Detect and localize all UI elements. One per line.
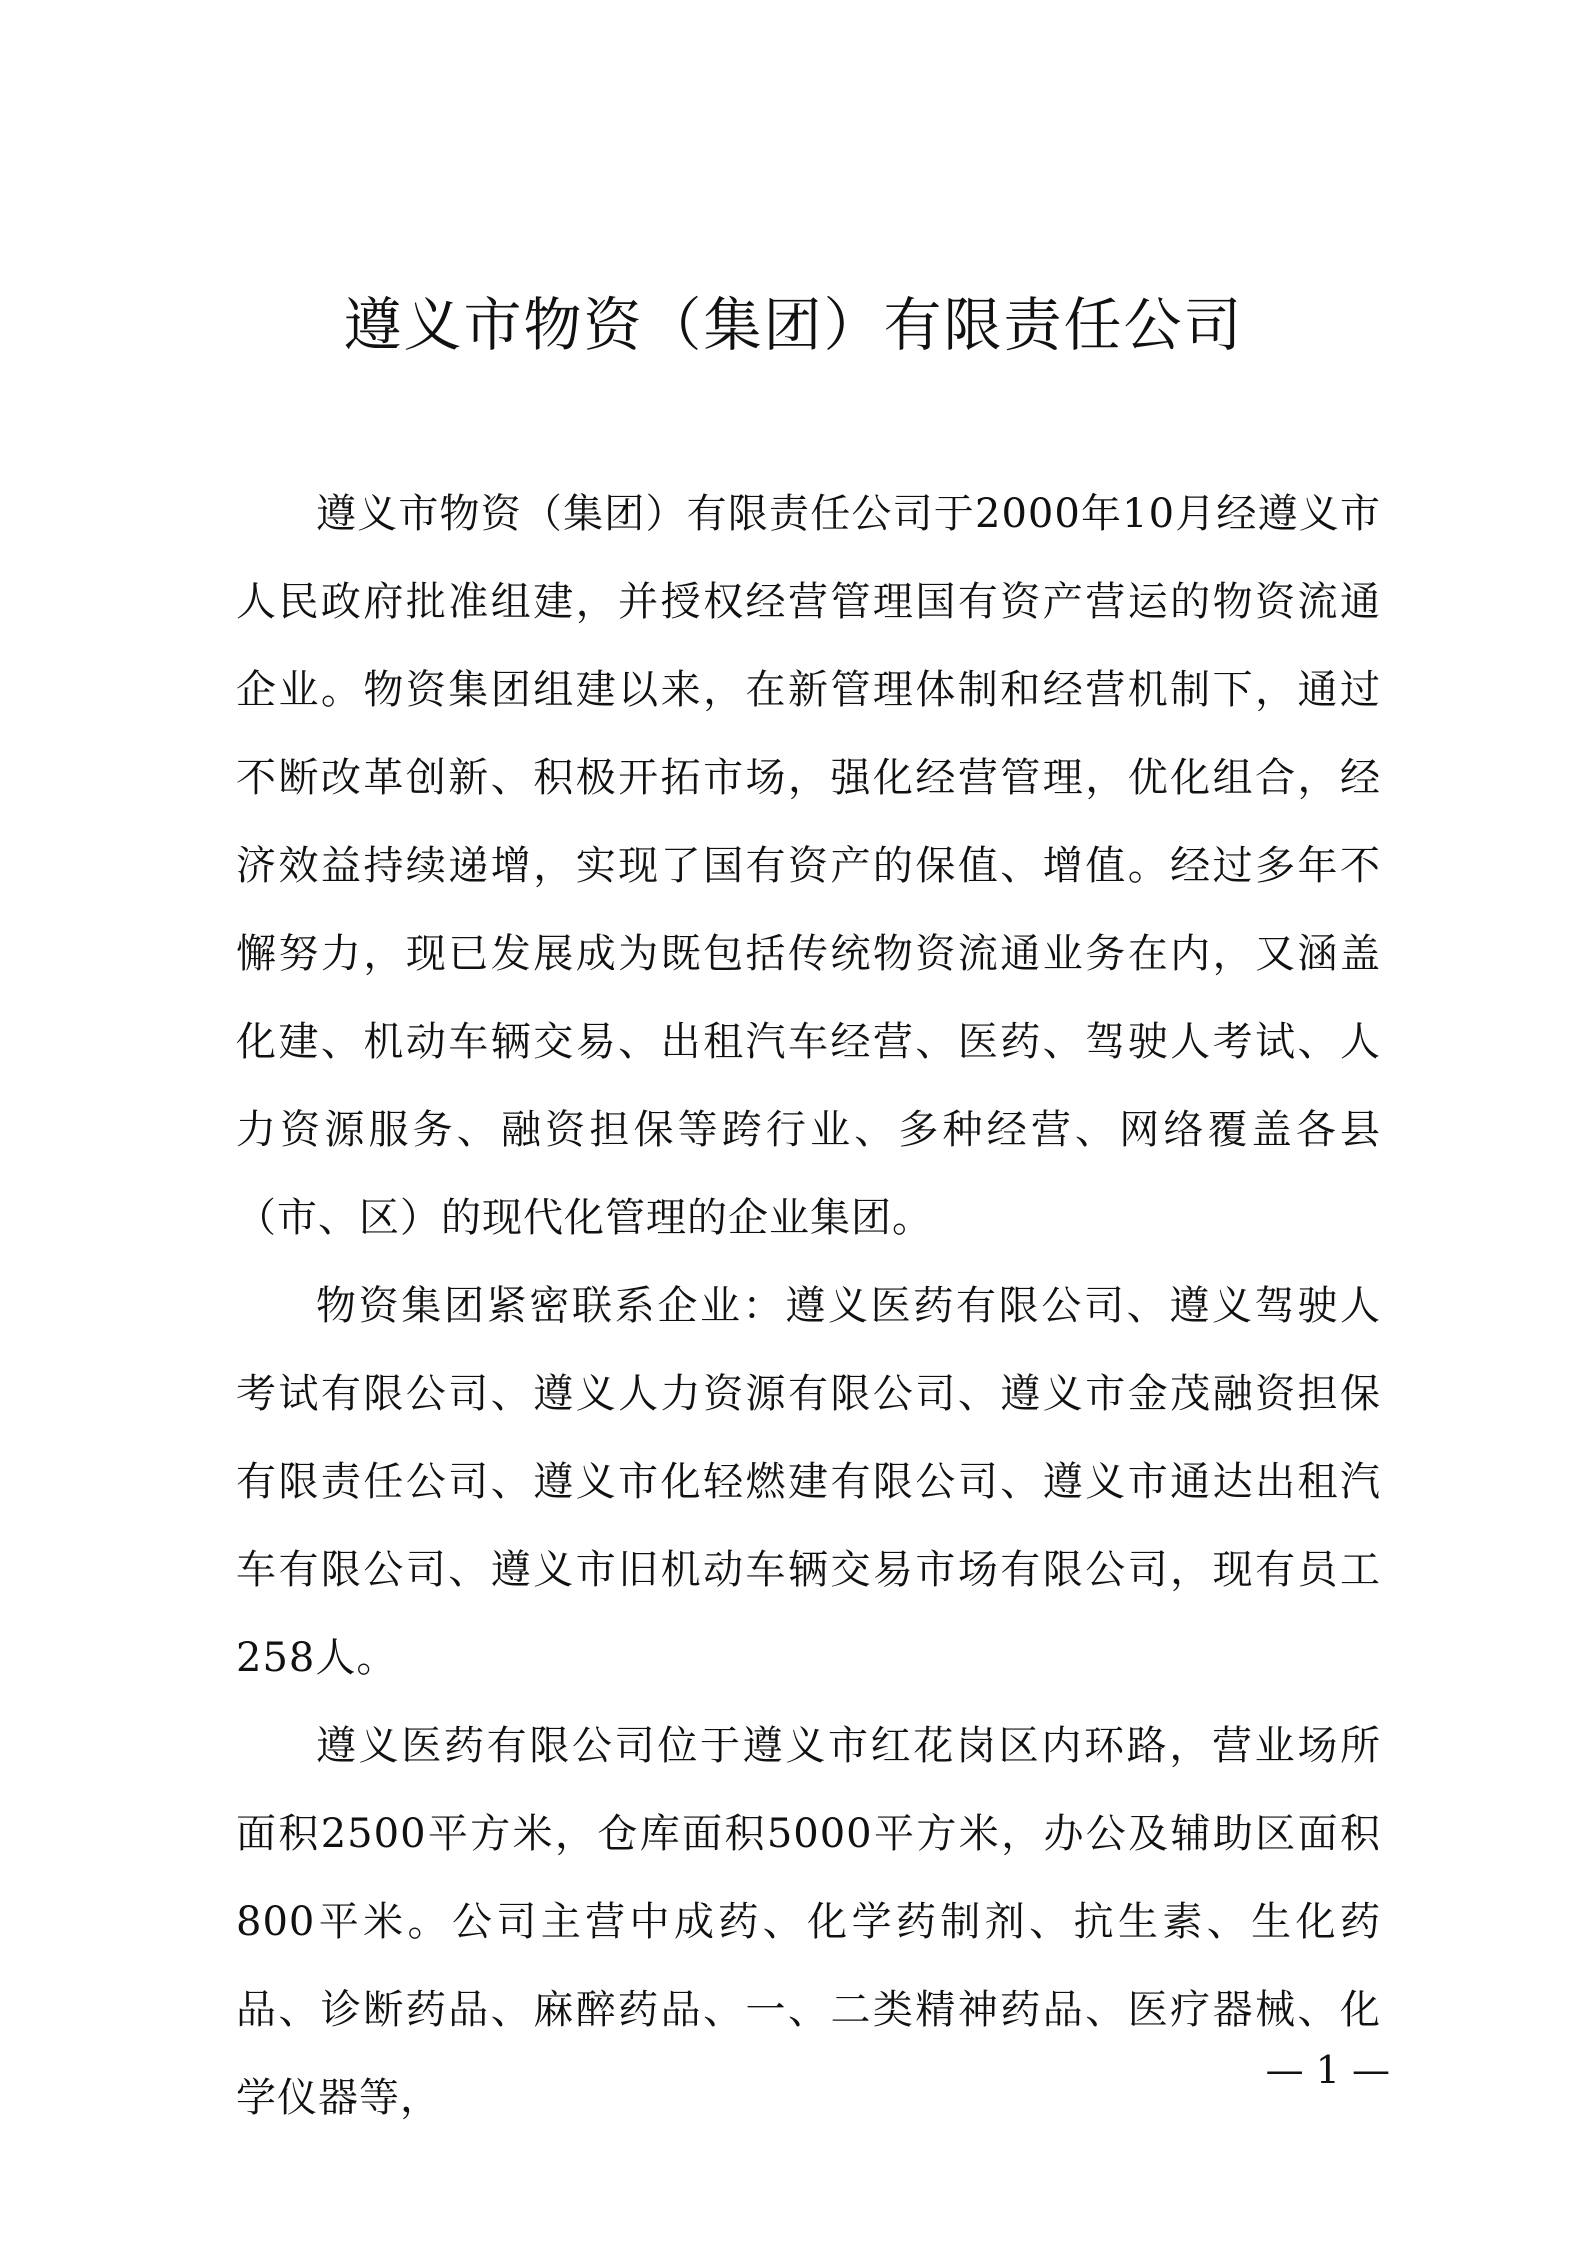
paragraph-pharmaceutical-company: 遵义医药有限公司位于遵义市红花岗区内环路，营业场所面积2500平方米，仓库面积5000平方米，办公及辅助区面积800平米。公司主营中成药、化学药制剂、抗生素、生化药品、诊断药品、麻醉药品、一、二类精神药品、医疗器械、化学仪器等，	[236, 1723, 1381, 2121]
paragraph-affiliated-companies: 物资集团紧密联系企业：遵义医药有限公司、遵义驾驶人考试有限公司、遵义人力资源有限公司、遵义市金茂融资担保有限责任公司、遵义市化轻燃建有限公司、遵义市通达出租汽车有限公司、遵义市旧机动车辆交易市场有限公司，现有员工258人。	[236, 1283, 1381, 1681]
document-body	[236, 470, 1381, 2142]
page-number: — 1 —	[1265, 2048, 1390, 2092]
paragraph-company-overview: 遵义市物资（集团）有限责任公司于2000年10月经遵义市人民政府批准组建，并授权经营管理国有资产营运的物资流通企业。物资集团组建以来，在新管理体制和经营机制下，通过不断改革创新、积极开拓市场，强化经营管理，优化组合，经济效益持续递增，实现了国有资产的保值、增值。经过多年不懈努力，现已发展成为既包括传统物资流通业务在内，又涵盖化建、机动车辆交易、出租汽车经营、医药、驾驶人考试、人力资源服务、融资担保等跨行业、多种经营、网络覆盖各县（市、区）的现代化管理的企业集团。	[236, 491, 1381, 1241]
document-title: 遵义市物资（集团）有限责任公司	[343, 291, 1244, 359]
